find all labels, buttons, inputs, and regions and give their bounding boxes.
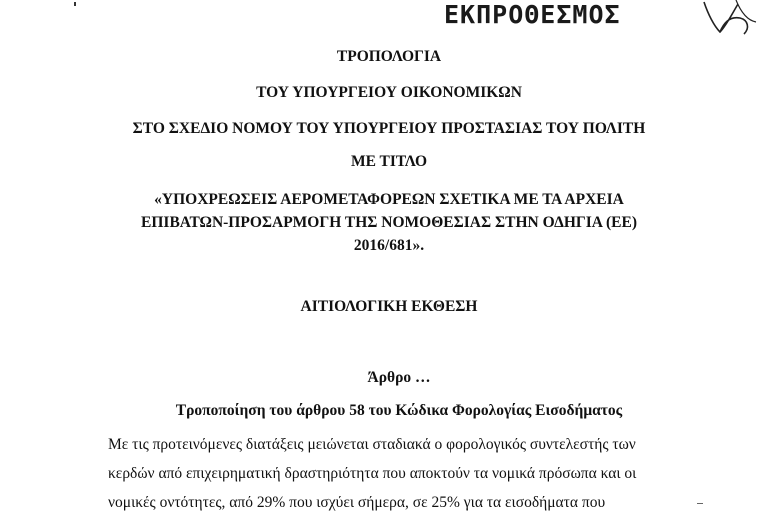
signature-icon (690, 0, 770, 40)
bill-title-line: «ΥΠΟΧΡΕΩΣΕΙΣ ΑΕΡΟΜΕΤΑΦΟΡΕΩΝ ΣΧΕΤΙΚΑ ΜΕ ΤΑ ΑΡΧΕΙΑ (154, 191, 624, 208)
body-line: κερδών από επιχειρηματική δραστηριότητα που αποκτούν τα νομικά πρόσωπα και οι (108, 465, 637, 482)
title-label: ΜΕ ΤΙΤΛΟ (350, 153, 428, 170)
article-title: Τροποποίηση του άρθρου 58 του Κώδικα Φορολογίας Εισοδήματος (175, 402, 623, 419)
article-label: Άρθρο … (367, 369, 431, 386)
scan-mark (697, 503, 703, 504)
bill-line: ΣΤΟ ΣΧΕΔΙΟ ΝΟΜΟΥ ΤΟΥ ΥΠΟΥΡΓΕΙΟΥ ΠΡΟΣΤΑΣΙΑΣ ΤΟΥ ΠΟΛΙΤΗ (132, 120, 646, 137)
scan-mark (74, 2, 76, 6)
document-title: ΤΡΟΠΟΛΟΓΙΑ (336, 48, 442, 65)
ministry-line: ΤΟΥ ΥΠΟΥΡΓΕΙΟΥ ΟΙΚΟΝΟΜΙΚΩΝ (256, 84, 522, 101)
body-line: νομικές οντότητες, από 29% που ισχύει σήμερα, σε 25% για τα εισοδήματα που (108, 494, 606, 511)
bill-title-line: ΕΠΙΒΑΤΩΝ-ΠΡΟΣΑΡΜΟΓΗ ΤΗΣ ΝΟΜΟΘΕΣΙΑΣ ΣΤΗΝ ΟΔΗΓΙΑ (ΕΕ) (141, 214, 637, 231)
section-heading: ΑΙΤΙΟΛΟΓΙΚΗ ΕΚΘΕΣΗ (300, 298, 478, 315)
bill-title (0, 188, 778, 257)
body-line: Με τις προτεινόμενες διατάξεις μειώνεται σταδιακά ο φορολογικός συντελεστής των (108, 436, 636, 453)
bill-title-line: 2016/681». (353, 237, 425, 254)
deadline-stamp: ΕΚΠΡΟΘΕΣΜΟΣ (444, 0, 621, 29)
